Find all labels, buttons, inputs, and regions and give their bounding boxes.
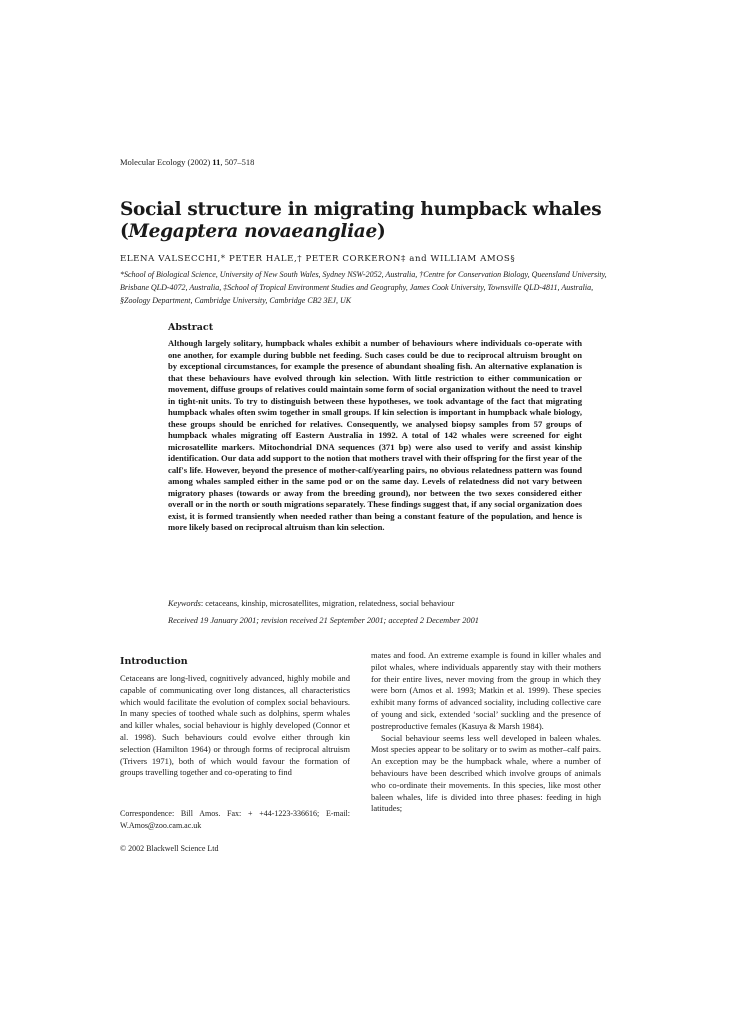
title-species: Megaptera novaeangliae — [128, 221, 377, 242]
left-column — [120, 673, 350, 779]
journal-name: Molecular Ecology (2002) — [120, 157, 213, 167]
keywords-label: Keywords — [168, 599, 201, 608]
intro-paragraph-1: Cetaceans are long-lived, cognitively advanced, highly mobile and capable of communicating over long distances, all characteristics which would facilitate the evolution of complex social behaviours. In many species of toothed whale such as dolphins, sperm whales and killer whales, social behaviour is highly developed (Connor et al. 1998). Such behaviours could evolve either through kin selection (Hamilton 1964) or through forms of reciprocal altruism (Trivers 1971), both of which would favour the formation of groups travelling together and co-operating to find — [120, 673, 350, 778]
journal-pages: , 507–518 — [220, 157, 255, 167]
author-list: ELENA VALSECCHI,* PETER HALE,† PETER CORKERON‡ and WILLIAM AMOS§ — [120, 254, 516, 264]
title-main: Social structure in migrating humpback whales — [120, 199, 602, 220]
paper-title — [120, 199, 640, 243]
keywords-text: : cetaceans, kinship, microsatellites, migration, relatedness, social behaviour — [200, 599, 455, 608]
keywords — [168, 599, 582, 608]
affiliations: *School of Biological Science, University of New South Wales, Sydney NSW-2052, Australia, †Centre for Conservation Biology, Queensland University, Brisbane QLD-4072, Australia, ‡School of Tropical Environment Studies and Geography, James Cook University, Townsville QLD-4811, Australia, §Zoology Department, Cambridge University, Cambridge CB2 3EJ, UK — [120, 270, 607, 305]
journal-citation — [120, 157, 254, 167]
intro-paragraph-3: Social behaviour seems less well developed in baleen whales. Most species appear to be solitary or to swim as mother–calf pairs. An exception may be the humpback whale, where a number of behaviours have been described which involve groups of animals who co-ordinate their movements. In this species, like most other baleen whales, life is divided into three phases: feeding in high latitudes; — [371, 732, 601, 814]
right-column — [371, 650, 601, 815]
title-paren-open: ( — [120, 221, 129, 242]
copyright: © 2002 Blackwell Science Ltd — [120, 844, 219, 853]
abstract-heading: Abstract — [168, 322, 214, 333]
abstract-text: Although largely solitary, humpback whales exhibit a number of behaviours where individuals co-operate with one another, for example during bubble net feeding. Such cases could be due to reciprocal altruism brought on by exceptional circumstances, for example the presence of abundant shoaling fish. An alternative explanation is that these behaviours have evolved through kin selection. With little restriction to either communication or movement, diffuse groups of relatives could maintain some form of social organization without the need to travel in tight-nit units. To try to distinguish between these hypotheses, we took advantage of the fact that migrating humpback whales often swim together in small groups. If kin selection is important in humpback whale biology, these groups should be enriched for relatives. Consequently, we analysed biopsy samples from 57 groups of humpback whales migrating off Eastern Australia in 1992. A total of 142 whales were screened for eight microsatellite markers. Mitochondrial DNA sequences (371 bp) were also used to verify and assist kinship identification. Our data add support to the notion that mothers travel with their offspring for the first year of the calf's life. However, beyond the presence of mother-calf/yearling pairs, no obvious relatedness pattern was found among whales sampled either in the same pod or on the same day. Levels of relatedness did not vary between migratory phases (towards or away from the breeding ground), nor between the two sexes considered either overall or in the north or south migrations separately. These findings suggest that, if any social organization does exist, it is formed transiently when needed rather than being a constant feature of the population, and hence is more likely based on reciprocal altruism than kin selection. — [168, 338, 582, 532]
title-paren-close: ) — [376, 221, 386, 242]
introduction-heading: Introduction — [120, 656, 188, 667]
correspondence: Correspondence: Bill Amos. Fax: + +44-1223-336616; E-mail: W.Amos@zoo.cam.ac.uk — [120, 809, 350, 830]
submission-dates: Received 19 January 2001; revision received 21 September 2001; accepted 2 December 2001 — [168, 616, 479, 625]
journal-volume: 11 — [212, 157, 221, 167]
intro-paragraph-2: mates and food. An extreme example is found in killer whales and pilot whales, where individuals apparently stay with their mothers for their entire lives, never moving from the group in which they were born (Amos et al. 1993; Matkin et al. 1999). These species exhibit many forms of advanced sociality, including collective care of young and sick, extended ‘social’ suckling and the presence of postreproductive females (Kasuya & Marsh 1984). — [371, 650, 601, 731]
